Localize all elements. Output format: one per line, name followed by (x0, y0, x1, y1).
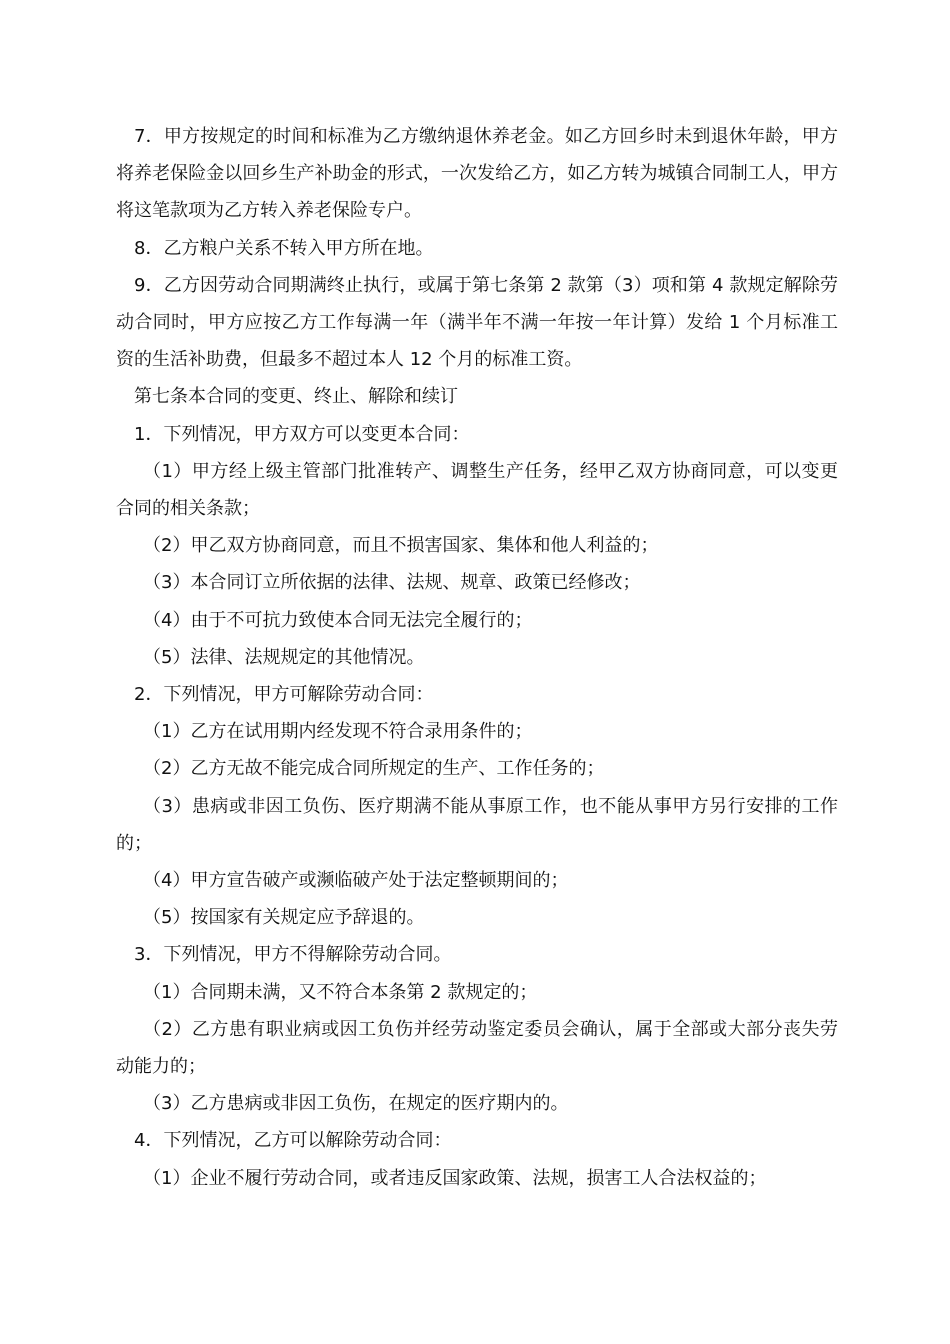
clause-1-item-3: （3）本合同订立所依据的法律、法规、规章、政策已经修改； (143, 572, 641, 594)
clause-2-heading: 2．下列情况，甲方可解除劳动合同： (134, 684, 434, 706)
clause-2-item-5: （5）按国家有关规定应予辞退的。 (143, 907, 425, 929)
clause-1-item-4: （4）由于不可抗力致使本合同无法完全履行的； (143, 609, 533, 631)
clause-4-heading: 4．下列情况，乙方可以解除劳动合同： (134, 1130, 452, 1152)
clause-2-item-1: （1）乙方在试用期内经发现不符合录用条件的； (143, 721, 533, 743)
clause-3-item-3: （3）乙方患病或非因工负伤，在规定的医疗期内的。 (143, 1093, 569, 1115)
clause-1-item-5: （5）法律、法规规定的其他情况。 (143, 646, 425, 668)
clause-3-item-1: （1）合同期未满，又不符合本条第 2 款规定的； (143, 981, 538, 1003)
paragraph-7: 7．甲方按规定的时间和标准为乙方缴纳退休养老金。如乙方回乡时未到退休年龄，甲方将养老保险金以回乡生产补助金的形式，一次发给乙方，如乙方转为城镇合同制工人，甲方将这笔款项为乙方转入养老保险专户。 (116, 126, 838, 222)
clause-1-item-1: （1）甲方经上级主管部门批准转产、调整生产任务，经甲乙双方协商同意，可以变更合同的相关条款； (116, 460, 838, 520)
section-heading-article-7: 第七条本合同的变更、终止、解除和续订 (134, 386, 458, 408)
clause-2-item-3: （3）患病或非因工负伤、医疗期满不能从事原工作，也不能从事甲方另行安排的工作的； (116, 795, 838, 854)
clause-1-heading: 1．下列情况，甲方双方可以变更本合同： (134, 423, 470, 445)
clause-2-item-4: （4）甲方宣告破产或濒临破产处于法定整顿期间的； (143, 870, 569, 892)
clause-1-item-2: （2）甲乙双方协商同意，而且不损害国家、集体和他人利益的； (143, 535, 659, 557)
paragraph-8: 8．乙方粮户关系不转入甲方所在地。 (134, 237, 434, 259)
clause-3-item-2: （2）乙方患有职业病或因工负伤并经劳动鉴定委员会确认，属于全部或大部分丧失劳动能力的； (116, 1018, 838, 1078)
document-body (116, 118, 838, 1197)
clause-4-item-1: （1）企业不履行劳动合同，或者违反国家政策、法规，损害工人合法权益的； (143, 1167, 767, 1189)
paragraph-9: 9．乙方因劳动合同期满终止执行，或属于第七条第 2 款第（3）项和第 4 款规定解除劳动合同时，甲方应按乙方工作每满一年（满半年不满一年按一年计算）发给 1 个月标准工资的生活补助费，但最多不超过本人 12 个月的标准工资。 (116, 274, 838, 371)
clause-3-heading: 3．下列情况，甲方不得解除劳动合同。 (134, 944, 452, 966)
clause-2-item-2: （2）乙方无故不能完成合同所规定的生产、工作任务的； (143, 758, 605, 780)
